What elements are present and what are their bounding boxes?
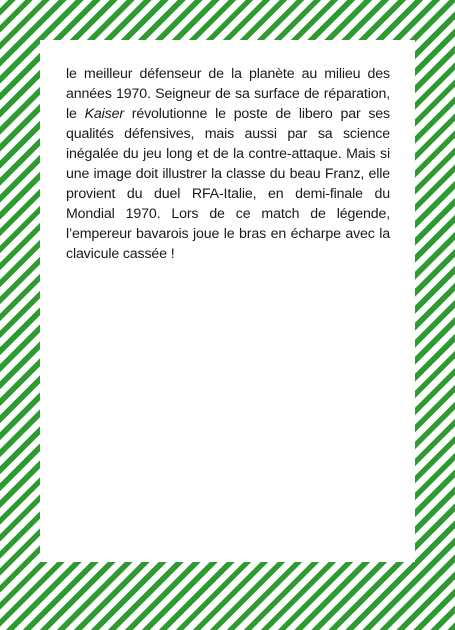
page-card: [40, 40, 415, 562]
body-paragraph: [66, 64, 390, 264]
paragraph-text-start: le meilleur défenseur de la planète au milieu des années 1970. Seigneur de sa surface de réparation, le: [66, 66, 390, 122]
paragraph-text-end: révolutionne le poste de libero par ses qualités défensives, mais aussi par sa science inégalée du jeu long et de la contre-attaque. Mais si une image doit illustrer la classe du beau Franz, elle provient du duel RFA-Italie, en demi-finale du Mondial 1970. Lors de ce match de légende, l’empereur bavarois joue le bras en écharpe avec la clavicule cassée !: [66, 106, 390, 262]
italic-word-kaiser: Kaiser: [84, 106, 124, 122]
